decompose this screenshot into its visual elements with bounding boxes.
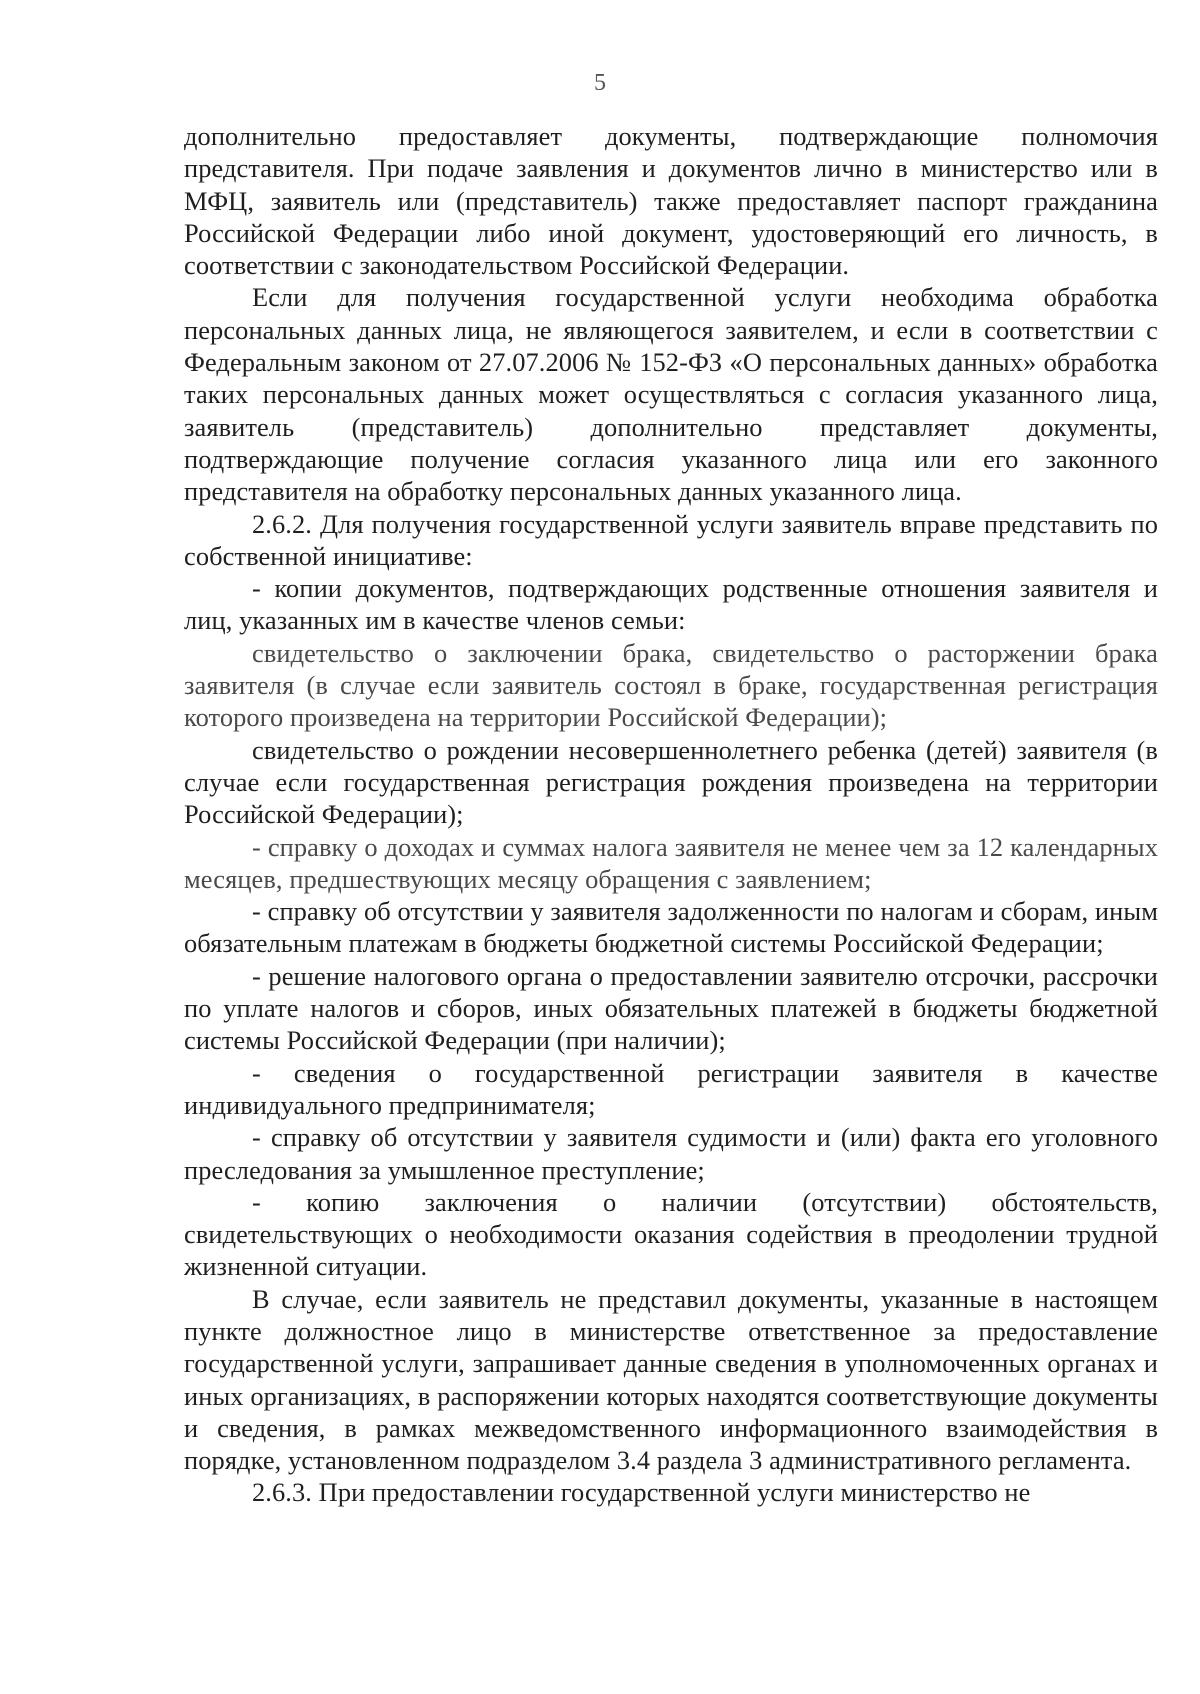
list-subitem-marriage-certificate: свидетельство о заключении брака, свидетельство о расторжении брака заявителя (в случае если заявитель состоял в браке, государственная регистрация которого произведена на территории Российской Федерации);	[184, 637, 1158, 733]
list-item-tax-deferral-decision: - решение налогового органа о предоставлении заявителю отсрочки, рассрочки по уплате налогов и сборов, иных обязательных платежей в бюджеты бюджетной системы Российской Федерации (при наличии);	[184, 960, 1158, 1056]
list-item-entrepreneur-registration: - сведения о государственной регистрации заявителя в качестве индивидуального предпринимателя;	[184, 1057, 1158, 1120]
list-item-hardship-conclusion: - копию заключения о наличии (отсутствии) обстоятельств, свидетельствующих о необходимости оказания содействия в преодолении трудной жизненной ситуации.	[184, 1186, 1158, 1282]
paragraph-continuation: дополнительно предоставляет документы, подтверждающие полномочия представителя. При подаче заявления и документов лично в министерство или в МФЦ, заявитель или (представитель) также предоставляет паспорт гражданина Российской Федерации либо иной документ, удостоверяющий его личность, в соответствии с законодательством Российской Федерации.	[184, 121, 1158, 281]
list-item-criminal-record-certificate: - справку об отсутствии у заявителя судимости и (или) факта его уголовного преследования за умышленное преступление;	[184, 1122, 1158, 1185]
list-item-tax-debt-certificate: - справку об отсутствии у заявителя задолженности по налогам и сборам, иным обязательным платежам в бюджеты бюджетной системы Российской Федерации;	[184, 896, 1158, 959]
list-item-kinship-documents: - копии документов, подтверждающих родственные отношения заявителя и лиц, указанных им в качестве членов семьи:	[184, 573, 1158, 636]
paragraph-2-6-3: 2.6.3. При предоставлении государственной услуги министерство не	[252, 1477, 1031, 1508]
paragraph-2-6-2: 2.6.2. Для получения государственной услуги заявитель вправе представить по собственной инициативе:	[184, 508, 1158, 571]
document-body	[184, 120, 1158, 1509]
paragraph-personal-data-consent: Если для получения государственной услуги необходима обработка персональных данных лица, не являющегося заявителем, и если в соответствии с Федеральным законом от 27.07.2006 № 152-ФЗ «О персональных данных» обработка таких персональных данных может осуществляться с согласия указанного лица, заявитель (представитель) дополнительно представляет документы, подтверждающие получение согласия указанного лица или его законного представителя на обработку персональных данных указанного лица.	[184, 282, 1158, 507]
list-item-income-certificate: - справку о доходах и суммах налога заявителя не менее чем за 12 календарных месяцев, предшествующих месяцу обращения с заявлением;	[184, 831, 1158, 894]
page-number: 5	[594, 70, 606, 96]
list-subitem-birth-certificate: свидетельство о рождении несовершеннолетнего ребенка (детей) заявителя (в случае если государственная регистрация рождения произведена на территории Российской Федерации);	[184, 734, 1158, 830]
paragraph-interagency-request: В случае, если заявитель не представил документы, указанные в настоящем пункте должностное лицо в министерстве ответственное за предоставление государственной услуги, запрашивает данные сведения в уполномоченных органах и иных организациях, в распоряжении которых находятся соответствующие документы и сведения, в рамках межведомственного информационного взаимодействия в порядке, установленном подразделом 3.4 раздела 3 административного регламента.	[184, 1283, 1158, 1476]
